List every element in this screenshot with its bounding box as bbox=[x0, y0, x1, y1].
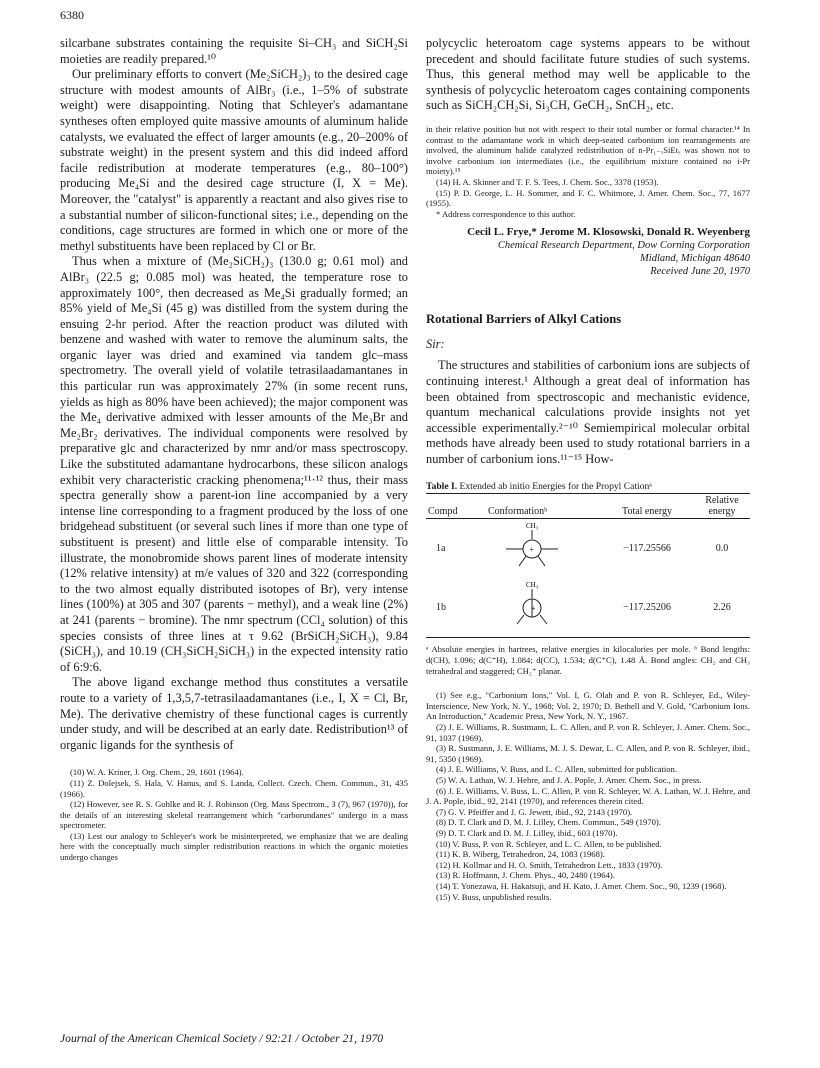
footnote: (10) W. A. Kriner, J. Org. Chem., 29, 1601 (1964). bbox=[70, 767, 244, 778]
table-footnote: ᵃ Absolute energies in hartrees, relative energies in kilocalories per mole. ᵇ Bond lengths: d(CH), 1.096; d(C⁺H), 1.084; d(CC), 1.534; d(C⁺C), 1.48 Å. Bond angles: CH₂ and CH₃ tetrahedral and staggered; CH₂⁺ planar. bbox=[426, 644, 750, 676]
table-row bbox=[426, 519, 750, 579]
svg-text:+: + bbox=[531, 604, 536, 614]
body-paragraph: Thus when a mixture of (Me₂SiCH₂)₃ (130.0 g; 0.61 mol) and AlBr₃ (22.5 g; 0.085 mol) was heated, the temperature rose to approximately 100°, then decreased as Me₄Si gradually formed; an 85% yield of Me₄Si (45 g) was distilled from the system during the ensuing 2-hr period. After the reaction product was diluted with benzene and washed with water to remove the aluminum salts, the organic layer was dried and examined via tandem glc–mass spectrometry. The overall yield of volatile tetrasilaadamantanes in this particular run was approximately 27% (in some recent runs, yields as high as 80% have been achieved); the major component was the Me₄ derivative admixed with lesser amounts of the Me₃Br and Me₂Br₂ derivatives. The individual components were resolved by preparative glc and characterized by nmr and/or mass spectroscopy. Like the substituted adamantane hydrocarbons, these silicon analogs exhibit very characteristic cracking phenomena;¹¹·¹² thus, their mass spectra generally show a parent-ion line accompanied by a very intense line corresponding to a fragment produced by the loss of one bridgehead substituent (or several such lines if more than one type of substituent is present) and little else of comparable intensity. To illustrate, the monobromide shows parent lines of moderate intensity (12% relative intensity) at m/e values of 320 and 322 (corresponding to the two almost equally distributed isotopes of Br), very intense lines (100%) at 305 and 307 (parents − methyl), and a weak line (2%) at 241 (parents − bromine). The nmr spectrum (CCl₄ solution) of this species consists of three lines at τ 9.62 (BrSiCH₂SiCH₃), 9.84 (SiCH₃), and 10.19 (CH₃SiCH₂SiCH₃) in the expected intensity ratio of 6:9:6. bbox=[60, 254, 408, 674]
reference-item: (14) T. Yonezawa, H. Hakatsuji, and H. Kato, J. Amer. Chem. Soc., 90, 1239 (1968). bbox=[436, 880, 727, 891]
salutation: Sir: bbox=[426, 337, 445, 352]
body-paragraph: Our preliminary efforts to convert (Me₂SiCH₂)₃ to the desired cage structure with modest amounts of AlBr₃ (i.e., 1–5% of substrate weight) were disappointing. Noting that Schleyer's adamantane syntheses often employed quite massive amounts of aluminum halide catalysts, we evaluated the effect of larger amounts (e.g., 20–200% of substrate weight) in the present system and this did indeed afford facile redistribution at moderate temperatures (e.g., 80–100°) producing Me₄Si and the desired cage structure (I, X = Me). Moreover, the "catalyst" is apparently a reactant and also gives rise to a substantial number of silicon-functional sites; i.e., depending on the conditions, cage structures are formed in which one or more of the methyl substituents have been replaced by Cl or Br. bbox=[60, 67, 408, 253]
reference-item: (9) D. T. Clark and D. M. J. Lilley, ibid., 603 (1970). bbox=[436, 827, 618, 838]
received-date: Received June 20, 1970 bbox=[650, 266, 750, 278]
reference-item: (11) K. B. Wiberg, Tetrahedron, 24, 1083 (1968). bbox=[436, 849, 605, 860]
footnote: in their relative position but not with respect to their total number or formal character.¹⁴ In contrast to the adamantane work in which deep-seated carbonium ion rearrangements are involved, the aluminum halide catalyzed redistribution of n-Pr₁₋ₓSiEtₓ was shown not to involve carbonium ion intermediates (i.e., the equilibrium mixture contained no i-Pr moiety).¹⁵ bbox=[426, 123, 750, 177]
relative-energy-cell: 0.0 bbox=[715, 543, 729, 555]
relative-energy-cell: 2.26 bbox=[713, 602, 731, 614]
reference-item: (13) R. Hoffmann, J. Chem. Phys., 40, 2480 (1964). bbox=[436, 870, 615, 881]
footnote: (15) P. D. George, L. H. Sommer, and F. C. Whitmore, J. Amer. Chem. Soc., 77, 1677 (1955). bbox=[426, 187, 750, 209]
article-title: Rotational Barriers of Alkyl Cations bbox=[426, 312, 622, 327]
newman-eclipsed-diagram bbox=[488, 578, 578, 634]
reference-list bbox=[426, 690, 750, 902]
newman-staggered-diagram bbox=[488, 519, 578, 575]
footnote: * Address correspondence to this author. bbox=[436, 208, 576, 219]
reference-item: (15) V. Buss, unpublished results. bbox=[436, 891, 552, 902]
reference-item: (10) V. Buss, P. von R. Schleyer, and L. C. Allen, to be published. bbox=[436, 838, 662, 849]
author-list: Cecil L. Frye,* Jerome M. Klosowski, Donald R. Weyenberg bbox=[467, 226, 750, 239]
reference-item: (3) R. Sustmann, J. E. Williams, M. J. S. Dewar, L. C. Allen, and P. von R. Schleyer, ibid., 91, 5350 (1969). bbox=[426, 743, 750, 764]
total-energy-cell: −117.25566 bbox=[623, 543, 671, 555]
newman-projection bbox=[486, 519, 600, 579]
newman-projection bbox=[486, 578, 600, 638]
body-paragraph: The structures and stabilities of carbonium ions are subjects of continuing interest.¹ Although a great deal of information has been obtained from spectroscopic and mechanistic evidence, quantum mechanical calculations provide insights not yet accessible experimentally.²⁻¹⁰ Semiempirical molecular orbital methods have already been used to study rotational barriers in a number of carbonium ions.¹¹⁻¹⁵ How- bbox=[426, 358, 750, 466]
affiliation: Midland, Michigan 48640 bbox=[640, 253, 750, 265]
footnote: (12) However, see R. S. Gohlke and R. J. Robinson (Org. Mass Spectrom., 3 (7), 967 (1970)), for the details of an interesting skeletal rearrangement which "carborundanes" undergo in a mass spectrometer. bbox=[60, 799, 408, 831]
svg-text:+: + bbox=[529, 545, 535, 555]
left-column bbox=[60, 36, 408, 863]
footnote: (14) H. A. Skinner and T. F. S. Tees, J. Chem. Soc., 3378 (1953). bbox=[436, 176, 659, 187]
table-caption bbox=[426, 481, 750, 493]
total-energy-cell: −117.25206 bbox=[623, 602, 671, 614]
body-paragraph: silcarbane substrates containing the requisite Si–CH₃ and SiCH₂Si moieties are readily prepared.¹⁰ bbox=[60, 36, 408, 66]
page-number: 6380 bbox=[60, 8, 84, 22]
reference-item: (8) D. T. Clark and D. M. J. Lilley, Chem. Commun., 549 (1970). bbox=[436, 817, 661, 828]
affiliation: Chemical Research Department, Dow Corning Corporation bbox=[497, 240, 750, 252]
reference-item: (4) J. E. Williams, V. Buss, and L. C. Allen, submitted for publication. bbox=[436, 764, 677, 775]
column-header: Relative energy bbox=[705, 495, 739, 518]
footnote: (11) Z. Dolejsek, S. Hala, V. Hanus, and S. Landa, Collect. Czech. Chem. Commun., 31, 435 (1966). bbox=[60, 777, 408, 799]
reference-item: (7) G. V. Pfeiffer and J. G. Jewett, ibid., 92, 2143 (1970). bbox=[436, 806, 633, 817]
compd-cell: 1a bbox=[436, 543, 446, 555]
table-header-row bbox=[426, 494, 750, 519]
newman-label: CH₃ bbox=[526, 581, 539, 590]
right-column bbox=[426, 36, 750, 902]
reference-item: (5) W. A. Lathan, W. J. Hehre, and J. A. Pople, J. Amer. Chem. Soc., in press. bbox=[436, 775, 702, 785]
column-header: Compd bbox=[428, 506, 458, 518]
body-paragraph: polycyclic heteroatom cage systems appears to be without precedent and should facilitate future studies of such systems. Thus, this general method may well be applicable to the synthesis of polycyclic heteroatom cages containing components such as SiCH₂CH₂Si, Si₃CH, GeCH₂, SnCH₂, etc. bbox=[426, 36, 750, 113]
column-header: Total energy bbox=[622, 506, 672, 518]
column-header: Conformationᵇ bbox=[488, 506, 548, 518]
table-label: Table I. bbox=[426, 481, 458, 493]
journal-footer: Journal of the American Chemical Society / 92:21 / October 21, 1970 bbox=[60, 1032, 384, 1045]
footnote: (13) Lest our analogy to Schleyer's work be misinterpreted, we emphasize that we are dealing here with the conceptually much simpler redistribution reactions in which the organic moieties undergo changes bbox=[60, 830, 408, 863]
reference-item: (1) See e.g., "Carbonium Ions," Vol. I, G. Olah and P. von R. Schleyer, Ed., Wiley-Interscience, New York, N. Y., 1968; Vol. 2, 1970; D. Bethell and V. Gold, "Carbonium Ions. An Introduction," Academic Press, New York, N. Y., 1967. bbox=[426, 690, 750, 722]
reference-item: (6) J. E. Williams, V. Buss, L. C. Allen, P. von R. Schleyer, W. A. Lathan, W. J. Hehre, and J. A. Pople, ibid., 92, 2141 (1970), and references therein cited. bbox=[426, 785, 750, 807]
reference-item: (12) H. Kollmar and H. O. Smith, Tetrahedron Lett., 1833 (1970). bbox=[436, 859, 663, 870]
compd-cell: 1b bbox=[436, 602, 446, 614]
newman-label: CH₃ bbox=[526, 522, 539, 531]
reference-item: (2) J. E. Williams, R. Sustmann, L. C. Allen, and P. von R. Schleyer, J. Amer. Chem. Soc., 91, 1037 (1969). bbox=[426, 722, 750, 743]
energy-table bbox=[426, 493, 750, 638]
body-paragraph: The above ligand exchange method thus constitutes a versatile route to a variety of 1,3,5,7-tetrasilaadamantanes (i.e., I, X = Cl, Br, Me). The derivative chemistry of these functional cages is currently under study, and will be described at an early date. Redistribution¹³ of organic ligands for the synthesis of bbox=[60, 675, 408, 752]
table-caption-text: Extended ab initio Energies for the Propyl Cationᵃ bbox=[459, 481, 652, 493]
table-row bbox=[426, 578, 750, 638]
